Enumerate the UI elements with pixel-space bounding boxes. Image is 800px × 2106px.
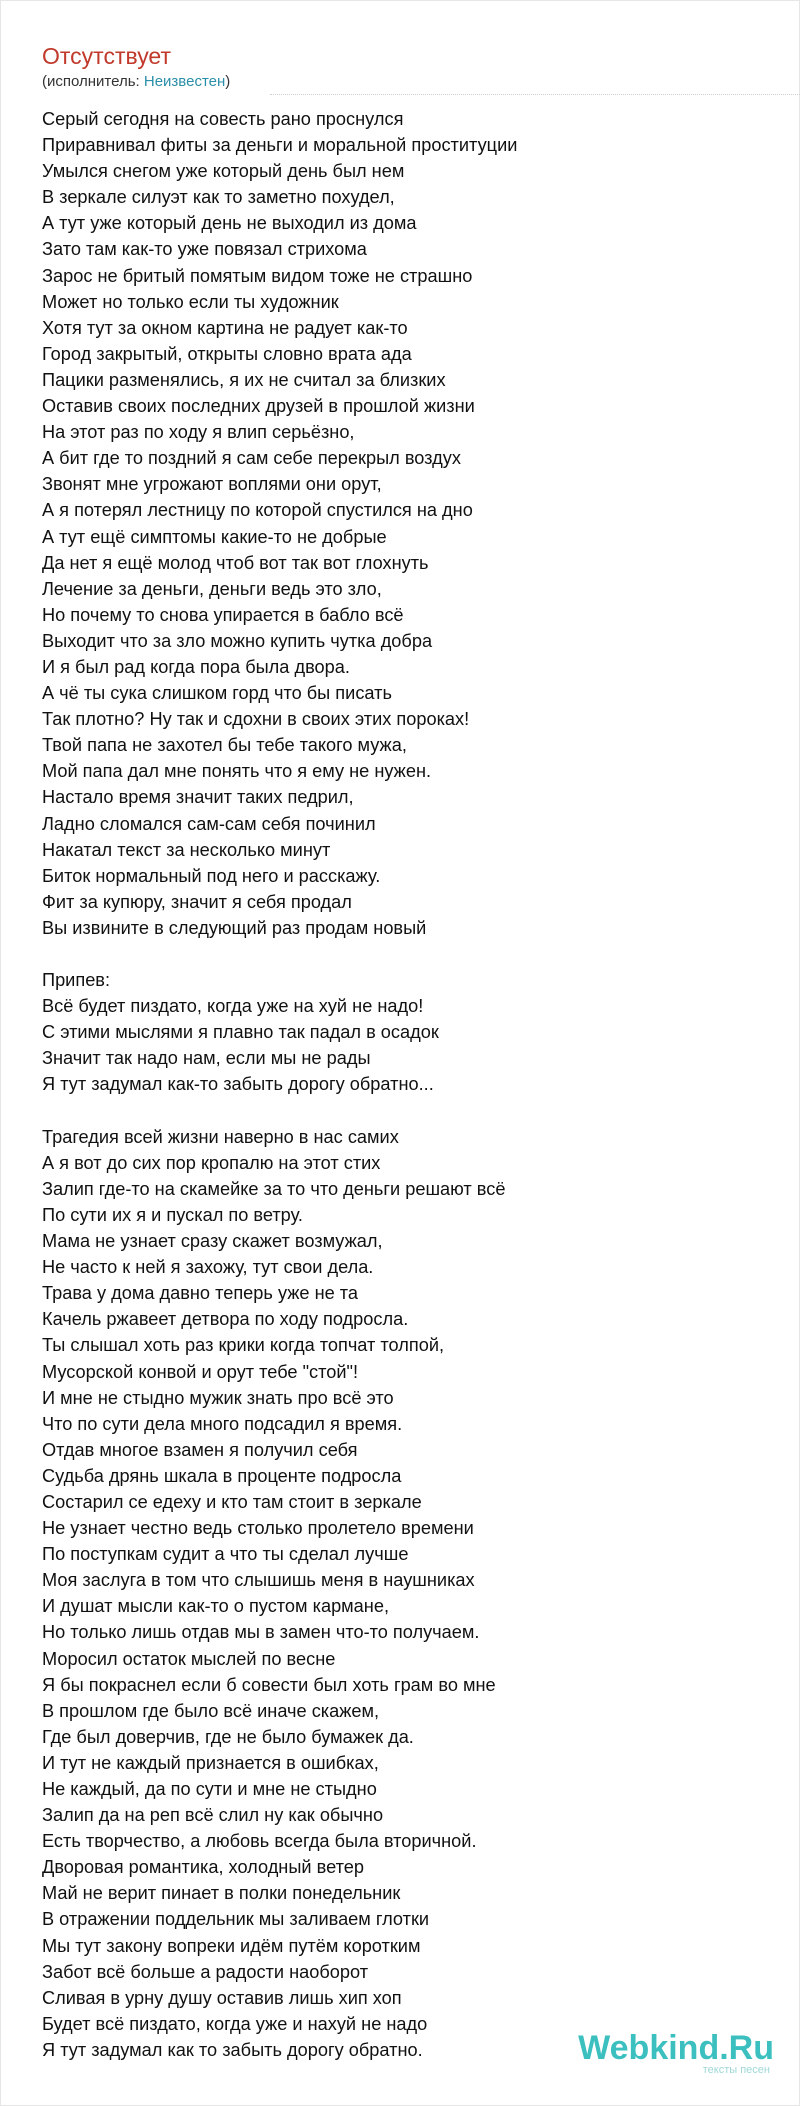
lyric-line: Ладно сломался сам-сам себя починил [42, 813, 376, 834]
logo-brand-name: Webkind [578, 2029, 720, 2067]
lyric-line: Где был доверчив, где не было бумажек да. [42, 1726, 414, 1747]
lyric-line: Накатал текст за несколько минут [42, 839, 331, 860]
lyric-line: А тут ещё симптомы какие-то не добрые [42, 526, 387, 547]
lyric-line: Не узнает честно ведь столько пролетело времени [42, 1518, 474, 1539]
lyric-line: Может но только если ты художник [42, 291, 339, 312]
lyric-line: Пацики разменялись, я их не считал за близких [42, 369, 446, 390]
lyric-line: Мой папа дал мне понять что я ему не нужен. [42, 761, 432, 782]
lyric-line: Качель ржавеет детвора по ходу подросла. [42, 1309, 409, 1330]
lyric-line: Значит так надо нам, если мы не рады [42, 1048, 371, 1069]
lyric-line: Май не верит пинает в полки понедельник [42, 1883, 401, 1904]
lyric-line: Что по сути дела много подсадил я время. [42, 1413, 403, 1434]
lyric-line: Отдав многое взамен я получил себя [42, 1439, 358, 1460]
lyric-line: Состарил се едеху и кто там стоит в зеркале [42, 1491, 422, 1512]
logo-tagline: тексты песен [702, 2064, 770, 2076]
lyric-line: Моросил остаток мыслей по весне [42, 1648, 336, 1669]
lyric-line: А чё ты сука слишком горд что бы писать [42, 683, 392, 704]
lyric-line: Моя заслуга в том что слышишь меня в наушниках [42, 1570, 475, 1591]
lyric-line: Умылся снегом уже который день был нем [42, 161, 405, 182]
song-subtitle [42, 72, 762, 92]
lyric-line: По поступкам судит а что ты сделал лучше [42, 1544, 409, 1565]
lyric-line: Приравнивал фиты за деньги и моральной проституции [42, 135, 518, 156]
lyric-line: А тут уже который день не выходил из дома [42, 213, 417, 234]
lyric-line: Фит за купюру, значит я себя продал [42, 891, 352, 912]
lyric-line: Город закрытый, открыты словно врата ада [42, 343, 412, 364]
lyric-line: Так плотно? Ну так и сдохни в своих этих пороках! [42, 709, 470, 730]
song-title: Отсутствует [42, 43, 171, 69]
lyric-line: И тут не каждый признается в ошибках, [42, 1752, 379, 1773]
lyric-line: Дворовая романтика, холодный ветер [42, 1857, 364, 1878]
stanza-break [42, 941, 772, 967]
artist-link[interactable]: Неизвестен [143, 73, 226, 90]
lyric-line: А я вот до сих пор кропалю на этот стих [42, 1152, 381, 1173]
lyric-line: Мы тут закону вопреки идём путём коротким [42, 1935, 421, 1956]
lyric-line: Судьба дрянь шкала в проценте подросла [42, 1465, 402, 1486]
lyric-line: В зеркале силуэт как то заметно похудел, [42, 187, 395, 208]
lyric-line: В отражении поддельник мы заливаем глотки [42, 1909, 430, 1930]
lyric-line: Трагедия всей жизни наверно в нас самих [42, 1126, 399, 1147]
lyric-line: Оставив своих последних друзей в прошлой жизни [42, 396, 475, 417]
lyric-line: И мне не стыдно мужик знать про всё это [42, 1387, 394, 1408]
lyric-line: А бит где то поздний я сам себе перекрыл воздух [42, 448, 461, 469]
lyrics-text [42, 106, 772, 2063]
lyric-line: И душат мысли как-то о пустом кармане, [42, 1596, 390, 1617]
lyric-line: Настало время значит таких педрил, [42, 787, 354, 808]
lyric-line: С этими мыслями я плавно так падал в осадок [42, 1022, 439, 1043]
lyric-line: Хотя тут за окном картина не радует как-то [42, 317, 408, 338]
lyric-line: Твой папа не захотел бы тебе такого мужа, [42, 735, 407, 756]
lyric-line: Но почему то снова упирается в бабло всё [42, 604, 404, 625]
subtitle-prefix: (исполнитель: [42, 73, 144, 90]
lyric-line: Вы извините в следующий раз продам новый [42, 917, 427, 938]
lyric-line: Сливая в урну душу оставив лишь хип хоп [42, 1987, 402, 2008]
logo-brand [578, 2030, 774, 2066]
lyric-line: А я потерял лестницу по которой спустился на дно [42, 500, 473, 521]
lyric-line: Трава у дома давно теперь уже не та [42, 1283, 359, 1304]
lyric-line: По сути их я и пускал по ветру. [42, 1204, 303, 1225]
lyric-line: Я тут задумал как-то забыть дорогу обратно... [42, 1074, 434, 1095]
lyric-line: Зато там как-то уже повязал стрихома [42, 239, 367, 260]
lyric-line: Не каждый, да по сути и мне не стыдно [42, 1779, 377, 1799]
lyric-line: Лечение за деньги, деньги ведь это зло, [42, 578, 382, 599]
lyric-line: Мама не узнает сразу скажет возмужал, [42, 1231, 383, 1252]
lyric-line: Звонят мне угрожают воплями они орут, [42, 474, 382, 495]
lyric-line: Залип где-то на скамейке за то что деньги решают всё [42, 1178, 506, 1199]
lyric-line: Припев: [42, 970, 111, 991]
lyric-line: Не часто к ней я захожу, тут свои дела. [42, 1257, 374, 1278]
logo-tld: .Ru [719, 2029, 774, 2067]
subtitle-suffix: ) [225, 73, 231, 90]
lyric-line: Биток нормальный под него и расскажу. [42, 865, 381, 886]
lyric-line: На этот раз по ходу я влип серьёзно, [42, 422, 355, 443]
lyric-line: Всё будет пиздато, когда уже на хуй не надо! [42, 996, 424, 1017]
lyric-line: Я тут задумал как то забыть дорогу обратно. [42, 2039, 423, 2060]
lyric-line: В прошлом где было всё иначе скажем, [42, 1700, 380, 1721]
lyric-line: Мусорской конвой и орут тебе "стой"! [42, 1361, 359, 1382]
lyric-line: И я был рад когда пора была двора. [42, 656, 350, 677]
lyric-line: Залип да на реп всё слил ну как обычно [42, 1805, 384, 1826]
site-logo[interactable] [578, 2030, 774, 2076]
lyric-line: Я бы покраснел если б совести был хоть грам во мне [42, 1674, 496, 1695]
lyric-line: Забот всё больше а радости наоборот [42, 1961, 369, 1982]
lyric-line: Есть творчество, а любовь всегда была вторичной. [42, 1831, 477, 1852]
lyric-line: Серый сегодня на совесть рано проснулся [42, 109, 404, 129]
stanza-break [42, 1098, 772, 1124]
lyric-line: Ты слышал хоть раз крики когда топчат толпой, [42, 1335, 445, 1356]
header-divider [270, 94, 800, 95]
lyric-line: Но только лишь отдав мы в замен что-то получаем. [42, 1622, 480, 1643]
lyric-line: Да нет я ещё молод чтоб вот так вот глохнуть [42, 552, 429, 573]
song-header [42, 42, 762, 92]
lyric-line: Будет всё пиздато, когда уже и нахуй не надо [42, 2013, 428, 2034]
lyric-line: Зарос не бритый помятым видом тоже не страшно [42, 265, 473, 286]
lyric-line: Выходит что за зло можно купить чутка добра [42, 630, 433, 651]
